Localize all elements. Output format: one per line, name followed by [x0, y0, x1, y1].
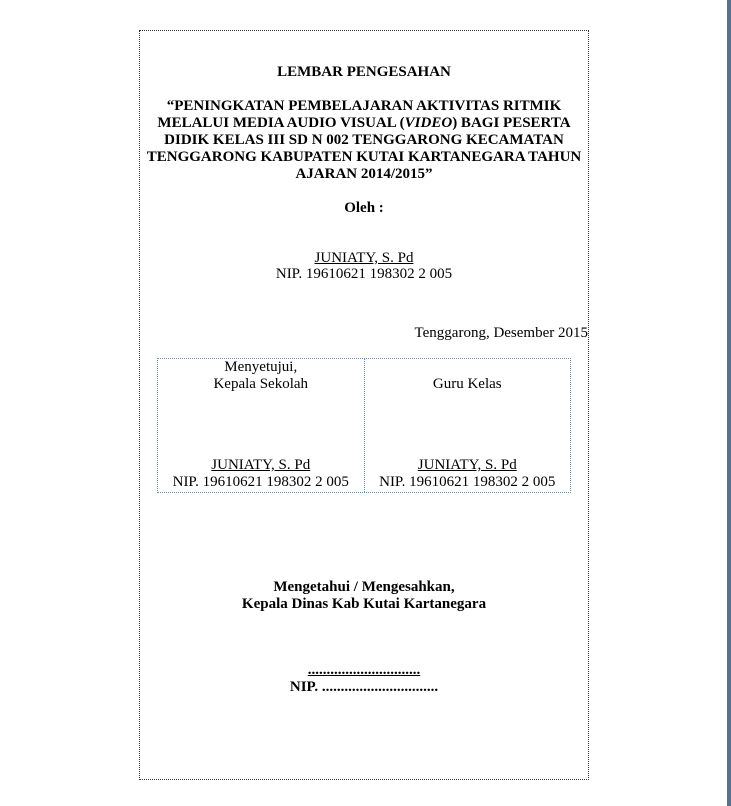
author-name: JUNIATY, S. Pd — [314, 250, 414, 266]
thesis-title-line: TENGGARONG KABUPATEN KUTAI KARTANEGARA TAHUN — [146, 149, 582, 165]
thesis-title-line — [140, 115, 588, 132]
signature-nip: NIP. 19610621 198302 2 005 — [172, 474, 349, 490]
document-page — [139, 30, 589, 780]
thesis-title-line: “PENINGKATAN PEMBELAJARAN AKTIVITAS RITMIK — [166, 98, 562, 114]
signature-nip: NIP. 19610621 198302 2 005 — [379, 474, 556, 490]
thesis-title-line: DIDIK KELAS III SD N 002 TENGGARONG KECAMATAN — [164, 132, 564, 148]
text-italic: VIDEO — [404, 115, 453, 131]
approval-nip-blank: NIP. ............................... — [289, 679, 439, 695]
signature-name: JUNIATY, S. Pd — [211, 457, 311, 473]
signature-cell-teacher — [364, 359, 571, 492]
signature-table — [157, 358, 571, 493]
signature-cell-principal — [158, 359, 364, 492]
page-title: LEMBAR PENGESAHAN — [277, 64, 451, 80]
place-date: Tenggarong, Desember 2015 — [414, 325, 588, 341]
thesis-title-line: AJARAN 2014/2015” — [295, 166, 433, 182]
signature-label: Menyetujui, — [224, 359, 298, 375]
approval-label: Mengetahui / Mengesahkan, — [273, 579, 455, 595]
window-edge — [727, 0, 731, 806]
text: MELALUI MEDIA AUDIO VISUAL ( — [157, 115, 405, 131]
approval-role: Kepala Dinas Kab Kutai Kartanegara — [241, 596, 487, 612]
text: ) BAGI PESERTA — [452, 115, 571, 131]
approval-name-blank: .............................. — [307, 662, 421, 678]
by-label: Oleh : — [344, 200, 384, 216]
signature-role: Kepala Sekolah — [213, 376, 309, 392]
signature-role: Guru Kelas — [432, 376, 502, 392]
author-nip: NIP. 19610621 198302 2 005 — [275, 266, 453, 282]
signature-name: JUNIATY, S. Pd — [417, 457, 517, 473]
